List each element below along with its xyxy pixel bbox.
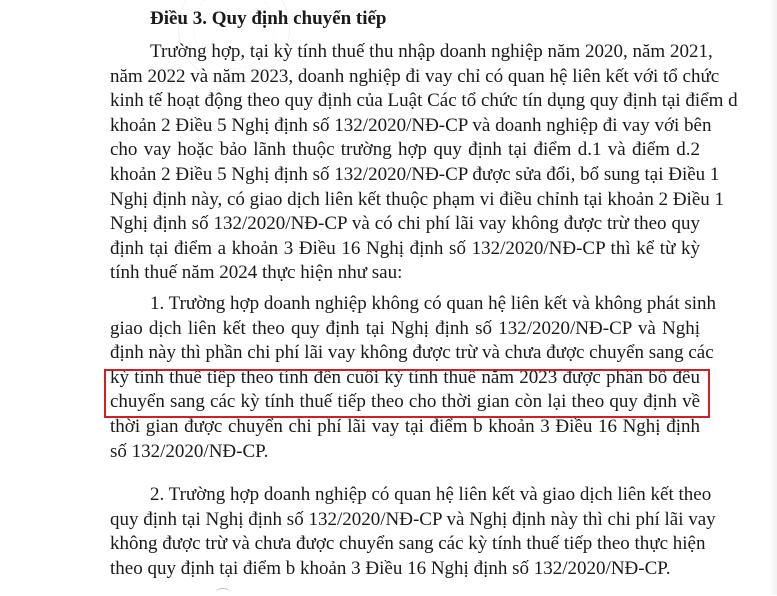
text-line: cho vay hoặc bảo lãnh thuộc trường hợp quy định tại điểm d.1 và điểm d.2 bbox=[110, 139, 700, 161]
text-line: 1. Trường hợp doanh nghiệp không có quan hệ liên kết và không phát sinh bbox=[150, 293, 717, 314]
clause-2-paragraph bbox=[110, 483, 716, 581]
text-line: kinh tế hoạt động theo quy định của Luật Các tổ chức tín dụng quy định tại điểm d bbox=[110, 90, 738, 112]
page-edge-shadow bbox=[769, 0, 777, 595]
text-line: thời gian được chuyển chi phí lãi vay tại điểm b khoản 3 Điều 16 Nghị định bbox=[110, 415, 700, 437]
text-line: Trường hợp, tại kỳ tính thuế thu nhập doanh nghiệp năm 2020, năm 2021, bbox=[150, 41, 713, 62]
text-line: quy định tại Nghị định số 132/2020/NĐ-CP và Nghị định này thì chi phí lãi vay bbox=[110, 508, 716, 530]
text-line: Nghị định này, có giao dịch liên kết thuộc phạm vi điều chỉnh tại khoản 2 Điều 1 bbox=[110, 188, 725, 210]
text-line: khoản 2 Điều 5 Nghị định số 132/2020/NĐ-CP và doanh nghiệp đi vay với bên bbox=[110, 114, 712, 136]
text-line: khoản 2 Điều 5 Nghị định số 132/2020/NĐ-CP được sửa đổi, bổ sung tại Điều 1 bbox=[110, 163, 720, 185]
transition-paragraph bbox=[110, 40, 738, 286]
highlighted-text-line: chuyển sang các kỳ tính thuế tiếp theo cho thời gian còn lại theo quy định về bbox=[110, 391, 700, 413]
text-line: giao dịch liên kết theo quy định tại Nghị định số 132/2020/NĐ-CP và Nghị bbox=[110, 317, 700, 339]
text-line: không được trừ và chưa được chuyển sang các kỳ tính thuế tiếp theo thực hiện bbox=[110, 533, 706, 555]
text-line: theo quy định tại điểm b khoản 3 Điều 16 Nghị định số 132/2020/NĐ-CP. bbox=[110, 557, 671, 579]
highlighted-text-line: kỳ tính thuế tiếp theo tính đến cuối kỳ tính thuế năm 2023 được phân bổ đều bbox=[110, 366, 700, 388]
text-line: năm 2022 và năm 2023, doanh nghiệp đi vay chỉ có quan hệ liên kết với tổ chức bbox=[110, 65, 720, 87]
clause-1-paragraph bbox=[110, 292, 717, 464]
article-heading: Điều 3. Quy định chuyển tiếp bbox=[150, 8, 387, 29]
text-line: 2. Trường hợp doanh nghiệp có quan hệ liên kết và giao dịch liên kết theo bbox=[150, 484, 712, 505]
text-line: định này thì phần chi phí lãi vay không được trừ và chưa được chuyển sang các bbox=[110, 342, 714, 364]
text-line: định tại điểm a khoản 3 Điều 16 Nghị định số 132/2020/NĐ-CP thì kể từ kỳ bbox=[110, 237, 700, 259]
text-line: tính thuế năm 2024 thực hiện như sau: bbox=[110, 262, 403, 284]
text-line: Nghị định số 132/2020/NĐ-CP và có chi phí lãi vay không được trừ theo quy bbox=[110, 213, 700, 235]
text-line: số 132/2020/NĐ-CP. bbox=[110, 440, 269, 462]
